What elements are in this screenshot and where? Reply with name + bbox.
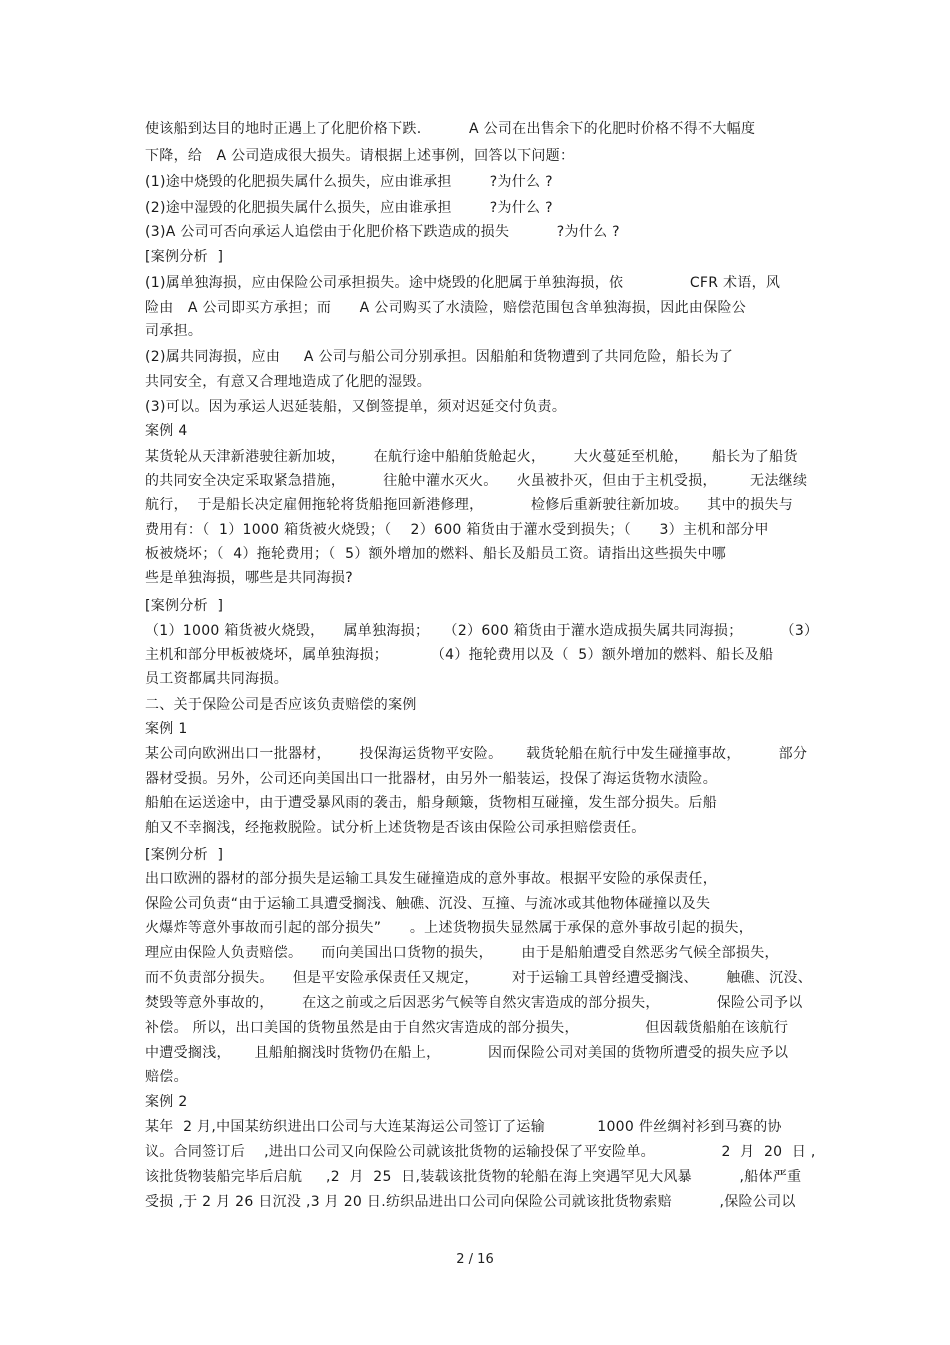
text-line: 赔偿。 (145, 1069, 188, 1085)
text-line: 员工资都属共同海损。 (145, 671, 288, 687)
text-line: 案例 1 (145, 721, 188, 737)
text-line: 而不负责部分损失。 但是平安险承保责任又规定， 对于运输工具曾经遭受搁浅、 触礁、沉没、 (145, 970, 813, 986)
text-line: 使该船到达目的地时正遇上了化肥价格下跌. A 公司在出售余下的化肥时价格不得不大幅度 (145, 121, 756, 137)
text-line: (2)途中湿毁的化肥损失属什么损失，应由谁承担 ?为什么 ? (145, 200, 553, 216)
text-line: 补偿。 所以，出口美国的货物虽然是由于自然灾害造成的部分损失， 但因载货船舶在该航行 (145, 1020, 789, 1036)
text-line: (3)A 公司可否向承运人追偿由于化肥价格下跌造成的损失 ?为什么 ? (145, 224, 620, 240)
text-line: 该批货物装船完毕后启航 ,2 月 25 日,装载该批货物的轮船在海上突遇罕见大风暴 ,船体严重 (145, 1169, 802, 1185)
text-line: 主机和部分甲板被烧坏，属单独海损； （4）拖轮费用以及（ 5）额外增加的燃料、船长及船 (145, 647, 774, 663)
text-line: 焚毁等意外事故的， 在这之前或之后因恶劣气候等自然灾害造成的部分损失， 保险公司予以 (145, 995, 803, 1011)
text-line: 航行， 于是船长决定雇佣拖轮将货船拖回新港修理， 检修后重新驶往新加坡。 其中的损失与 (145, 497, 793, 513)
text-line: (2)属共同海损，应由 A 公司与船公司分别承担。因船舶和货物遭到了共同危险，船长为了 (145, 349, 734, 365)
text-line: 火爆炸等意外事故而引起的部分损失” 。上述货物损失显然属于承保的意外事故引起的损失， (145, 920, 754, 936)
page-number: 2 / 16 (456, 1252, 494, 1267)
text-line: 议。合同签订后 ,进出口公司又向保险公司就该批货物的运输投保了平安险单。 2 月 20 日 , (145, 1144, 816, 1160)
text-line: [案例分析 ] (145, 598, 224, 614)
text-line: 板被烧坏；（ 4）拖轮费用；（ 5）额外增加的燃料、船长及船员工资。请指出这些损失中哪 (145, 546, 727, 562)
text-line: 二、关于保险公司是否应该负责赔偿的案例 (145, 697, 417, 713)
text-line: 下降，给 A 公司造成很大损失。请根据上述事例，回答以下问题： (145, 148, 575, 164)
text-line: 保险公司负责“由于运输工具遭受搁浅、触礁、沉没、互撞、与流冰或其他物体碰撞以及失 (145, 896, 711, 912)
text-line: 理应由保险人负责赔偿。 而向美国出口货物的损失， 由于是船舶遭受自然恶劣气候全部损失， (145, 945, 779, 961)
text-line: [案例分析 ] (145, 249, 224, 265)
text-line: 出口欧洲的器材的部分损失是运输工具发生碰撞造成的意外事故。根据平安险的承保责任， (145, 871, 717, 887)
text-line: 中遭受搁浅， 且船舶搁浅时货物仍在船上， 因而保险公司对美国的货物所遭受的损失应予以 (145, 1045, 789, 1061)
text-line: [案例分析 ] (145, 847, 224, 863)
text-line: 受损 ,于 2 月 26 日沉没 ,3 月 20 日.纺织品进出口公司向保险公司就该批货物索赔 ,保险公司以 (145, 1194, 796, 1210)
text-line: 舶又不幸搁浅，经拖救脱险。试分析上述货物是否该由保险公司承担赔偿责任。 (145, 820, 646, 836)
text-line: 案例 4 (145, 423, 188, 439)
text-line: 险由 A 公司即买方承担；而 A 公司购买了水渍险，赔偿范围包含单独海损，因此由保险公 (145, 300, 747, 316)
text-line: 共同安全，有意又合理地造成了化肥的湿毁。 (145, 374, 431, 390)
text-line: 司承担。 (145, 323, 203, 339)
text-line: 的共同安全决定采取紧急措施， 往舱中灌水灭火。 火虽被扑灭，但由于主机受损， 无法继续 (145, 473, 808, 489)
text-line: (1)途中烧毁的化肥损失属什么损失，应由谁承担 ?为什么 ? (145, 174, 553, 190)
text-line: 器材受损。另外，公司还向美国出口一批器材，由另外一船装运，投保了海运货物水渍险。 (145, 771, 717, 787)
text-line: 案例 2 (145, 1094, 188, 1110)
text-line: 船舶在运送途中，由于遭受暴风雨的袭击，船身颠簸，货物相互碰撞，发生部分损失。后船 (145, 795, 717, 811)
text-line: 费用有：（ 1）1000 箱货被火烧毁；（ 2）600 箱货由于灌水受到损失；（ 3）主机和部分甲 (145, 522, 769, 538)
text-line: 某年 2 月,中国某纺织进出口公司与大连某海运公司签订了运输 1000 件丝绸衬衫到马赛的协 (145, 1119, 782, 1135)
text-line: (3)可以。因为承运人迟延装船，又倒签提单，须对迟延交付负责。 (145, 399, 567, 415)
text-line: 些是单独海损，哪些是共同海损? (145, 570, 353, 586)
text-line: 某公司向欧洲出口一批器材， 投保海运货物平安险。 载货轮船在航行中发生碰撞事故， 部分 (145, 746, 808, 762)
text-line: (1)属单独海损，应由保险公司承担损失。途中烧毁的化肥属于单独海损，依 CFR 术语，风 (145, 275, 781, 291)
text-line: （1）1000 箱货被火烧毁， 属单独海损； （2）600 箱货由于灌水造成损失属共同海损； （3） (145, 623, 819, 639)
text-line: 某货轮从天津新港驶往新加坡， 在航行途中船舶货舱起火， 大火蔓延至机舱， 船长为了船货 (145, 449, 798, 465)
